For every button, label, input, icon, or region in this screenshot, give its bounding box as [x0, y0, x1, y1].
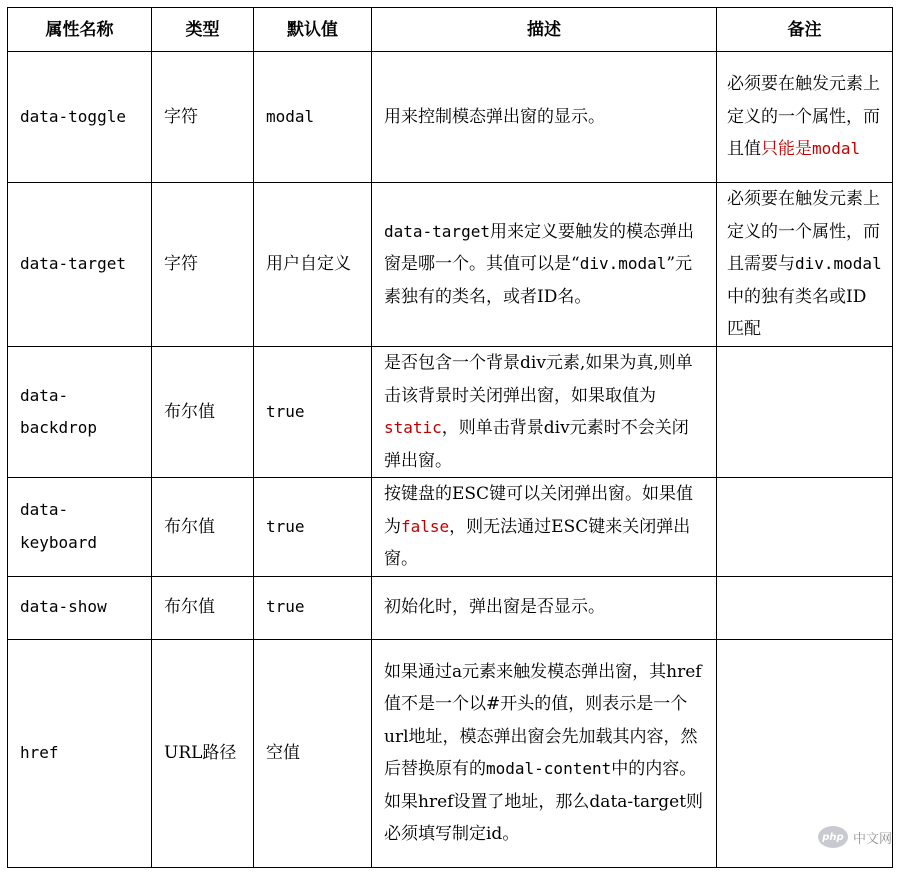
text-segment: 必须要在触发元素上定义的一个属性，而且值 — [727, 74, 880, 160]
text-segment: 必须要在触发元素上定义的一个属性，而且需要与 — [727, 189, 880, 275]
text-segment: 如果通过a元素来触发模态弹出窗，其href值不是一个以#开头的值，则表示是一个url地址，模态弹出窗会先加载其内容，然后替换原有的 — [384, 661, 702, 779]
table-row — [8, 639, 893, 867]
cell-name: href — [8, 639, 152, 867]
cell-name: data-keyboard — [8, 478, 152, 577]
cell-note — [717, 52, 893, 183]
text-segment: modal-content — [486, 759, 612, 778]
header-description: 描述 — [372, 8, 717, 52]
cell-type: 布尔值 — [152, 347, 254, 478]
text-segment: ，则无法通过ESC键来关闭弹出窗。 — [384, 516, 691, 569]
text-segment: 只能是 — [761, 139, 812, 160]
cell-type: 字符 — [152, 183, 254, 347]
table-row — [8, 52, 893, 183]
cell-description — [372, 52, 717, 183]
php-logo-icon: php — [818, 826, 848, 848]
cell-description — [372, 576, 717, 639]
site-watermark — [818, 826, 892, 848]
cell-default: modal — [254, 52, 372, 183]
cell-description — [372, 347, 717, 478]
header-type: 类型 — [152, 8, 254, 52]
cell-type: 布尔值 — [152, 478, 254, 577]
cell-default: true — [254, 347, 372, 478]
cell-default: true — [254, 478, 372, 577]
text-segment: static — [384, 418, 442, 437]
cell-name: data-show — [8, 576, 152, 639]
text-segment: 是否包含一个背景div元素,如果为真,则单击该背景时关闭弹出窗，如果取值为 — [384, 353, 693, 406]
header-note: 备注 — [717, 8, 893, 52]
table-row — [8, 576, 893, 639]
watermark-text: 中文网 — [852, 831, 892, 847]
table-row — [8, 478, 893, 577]
cell-default: true — [254, 576, 372, 639]
header-row — [8, 8, 893, 52]
text-segment: 初始化时，弹出窗是否显示。 — [384, 597, 605, 618]
cell-name: data-backdrop — [8, 347, 152, 478]
text-segment: 中的独有类名或ID匹配 — [727, 286, 867, 340]
text-segment: ”元素独有的类名，或者ID名。 — [384, 254, 693, 307]
cell-note — [717, 347, 893, 478]
text-segment: 中的内容。如果href设置了地址，那么data-target则必须填写制定id。 — [384, 759, 704, 844]
cell-type: 字符 — [152, 52, 254, 183]
table-row — [8, 347, 893, 478]
text-segment: ，则单击背景div元素时不会关闭弹出窗。 — [384, 418, 689, 471]
cell-description — [372, 183, 717, 347]
cell-type: 布尔值 — [152, 576, 254, 639]
cell-name: data-target — [8, 183, 152, 347]
table-row — [8, 183, 893, 347]
cell-default: 用户自定义 — [254, 183, 372, 347]
text-segment: 按键盘的ESC键可以关闭弹出窗。如果值为 — [384, 484, 694, 537]
cell-description — [372, 639, 717, 867]
cell-note — [717, 183, 893, 347]
text-segment: div.modal — [579, 254, 667, 274]
cell-name: data-toggle — [8, 52, 152, 183]
text-segment: data-target — [384, 221, 490, 241]
cell-note — [717, 576, 893, 639]
text-segment: 用来控制模态弹出窗的显示。 — [384, 106, 605, 127]
text-segment: 用来定义要触发的模态弹出窗是哪一个。其值可以是“ — [384, 221, 694, 275]
cell-note — [717, 478, 893, 577]
cell-type: URL路径 — [152, 639, 254, 867]
cell-description — [372, 478, 717, 577]
text-segment: div.modal — [795, 254, 882, 274]
header-attr-name: 属性名称 — [8, 8, 152, 52]
text-segment: modal — [812, 139, 861, 159]
text-segment: false — [401, 516, 450, 536]
cell-default: 空值 — [254, 639, 372, 867]
header-default: 默认值 — [254, 8, 372, 52]
attributes-table — [7, 7, 893, 868]
